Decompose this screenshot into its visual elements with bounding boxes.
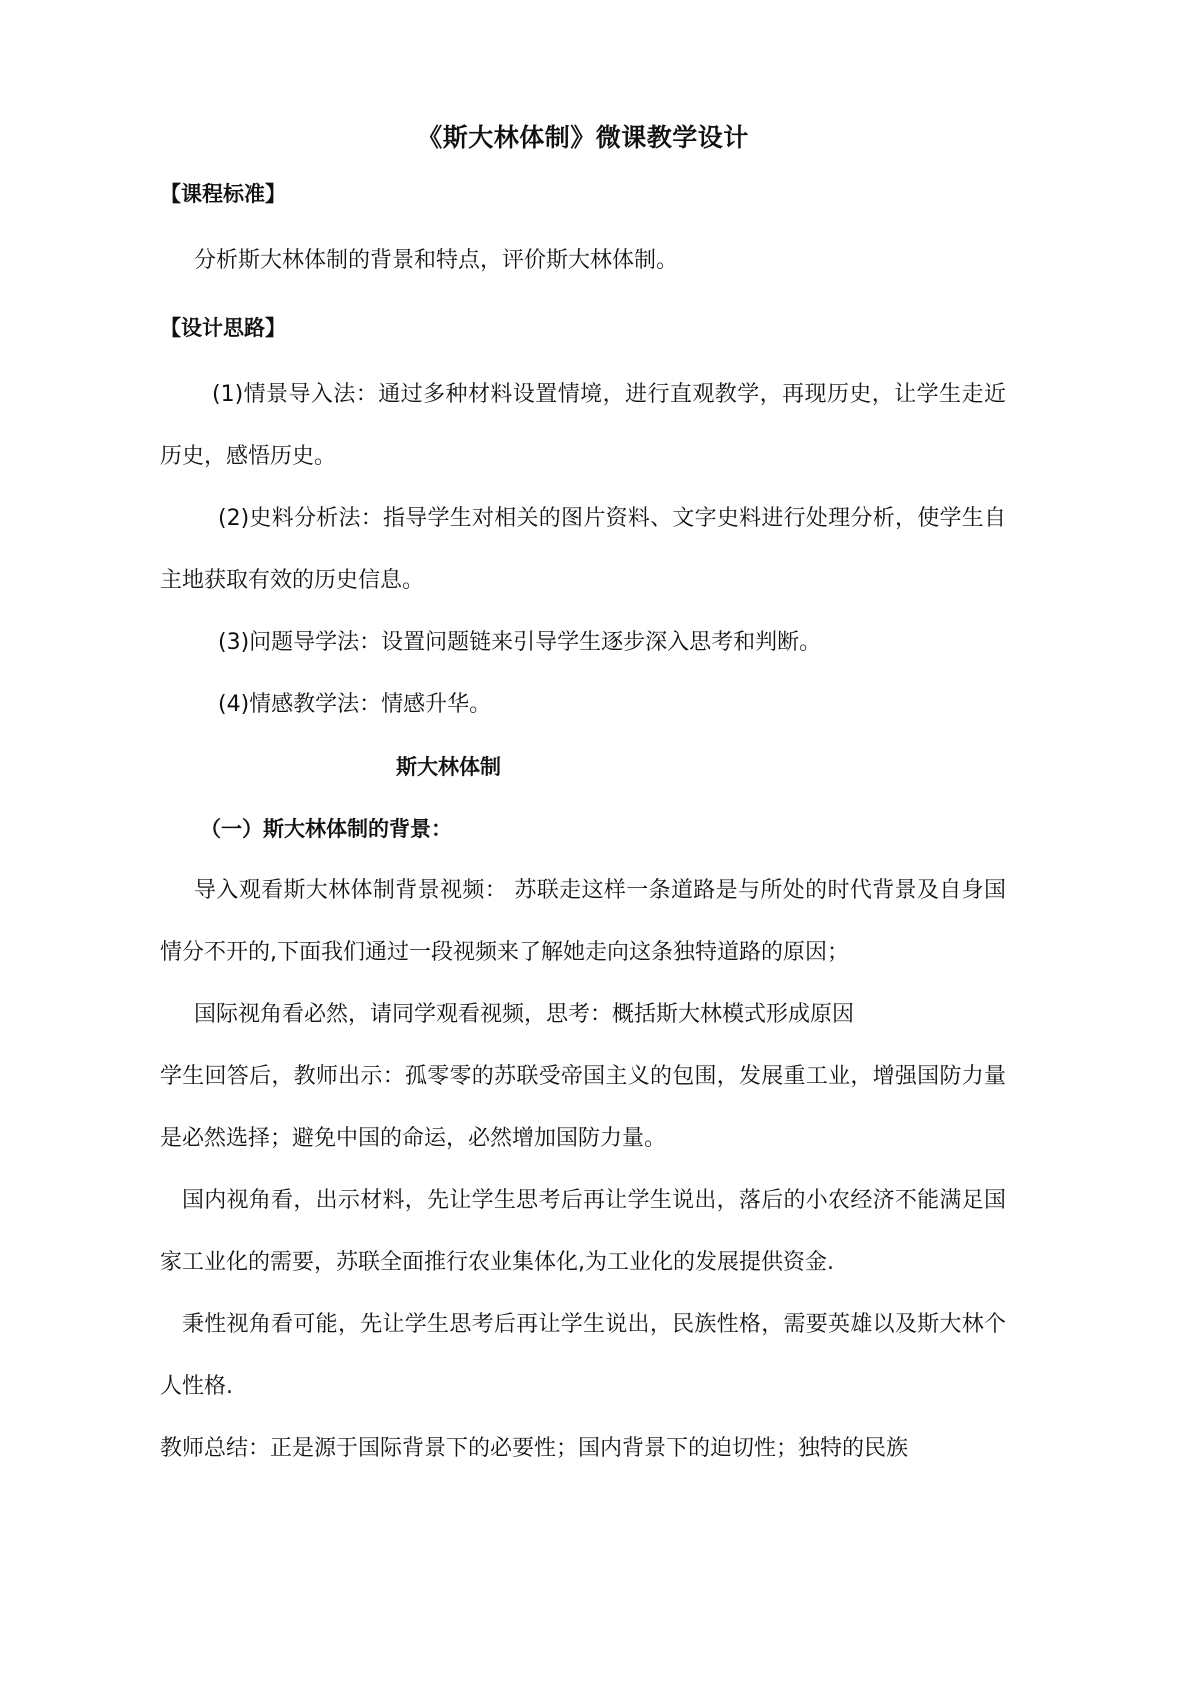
document-title: 《斯大林体制》微课教学设计 bbox=[417, 123, 749, 152]
design-idea-item: (1)情景导入法：通过多种材料设置情境，进行直观教学，再现历史，让学生走近历史，感悟历史。 bbox=[160, 382, 1006, 469]
design-idea-heading: 【设计思路】 bbox=[160, 316, 286, 340]
design-idea-item: (3)问题导学法：设置问题链来引导学生逐步深入思考和判断。 bbox=[218, 630, 822, 655]
document-body bbox=[160, 118, 1006, 1480]
lesson-paragraph: 国内视角看，出示材料，先让学生思考后再让学生说出，落后的小农经济不能满足国家工业化的需要，苏联全面推行农业集体化,为工业化的发展提供资金. bbox=[160, 1188, 1006, 1275]
lesson-paragraph: 国际视角看必然，请同学观看视频，思考：概括斯大林模式形成原因 bbox=[194, 1002, 855, 1027]
lesson-paragraph: 导入观看斯大林体制背景视频： 苏联走这样一条道路是与所处的时代背景及自身国情分不开的,下面我们通过一段视频来了解她走向这条独特道路的原因； bbox=[160, 878, 1006, 965]
lesson-paragraph: 秉性视角看可能，先让学生思考后再让学生说出，民族性格，需要英雄以及斯大林个人性格. bbox=[160, 1312, 1006, 1399]
lesson-paragraph: 学生回答后，教师出示：孤零零的苏联受帝国主义的包围，发展重工业，增强国防力量是必然选择；避免中国的命运，必然增加国防力量。 bbox=[160, 1064, 1006, 1151]
course-standard-heading: 【课程标准】 bbox=[160, 182, 286, 206]
lesson-paragraph: 教师总结：正是源于国际背景下的必要性；国内背景下的迫切性；独特的民族 bbox=[160, 1436, 909, 1461]
design-idea-item: (4)情感教学法：情感升华。 bbox=[218, 692, 492, 717]
lesson-subtitle: 斯大林体制 bbox=[396, 755, 501, 779]
course-standard-text: 分析斯大林体制的背景和特点，评价斯大林体制。 bbox=[194, 248, 679, 273]
design-idea-item: (2)史料分析法：指导学生对相关的图片资料、文字史料进行处理分析，使学生自主地获取有效的历史信息。 bbox=[160, 506, 1006, 593]
part1-heading: （一）斯大林体制的背景： bbox=[200, 817, 452, 841]
